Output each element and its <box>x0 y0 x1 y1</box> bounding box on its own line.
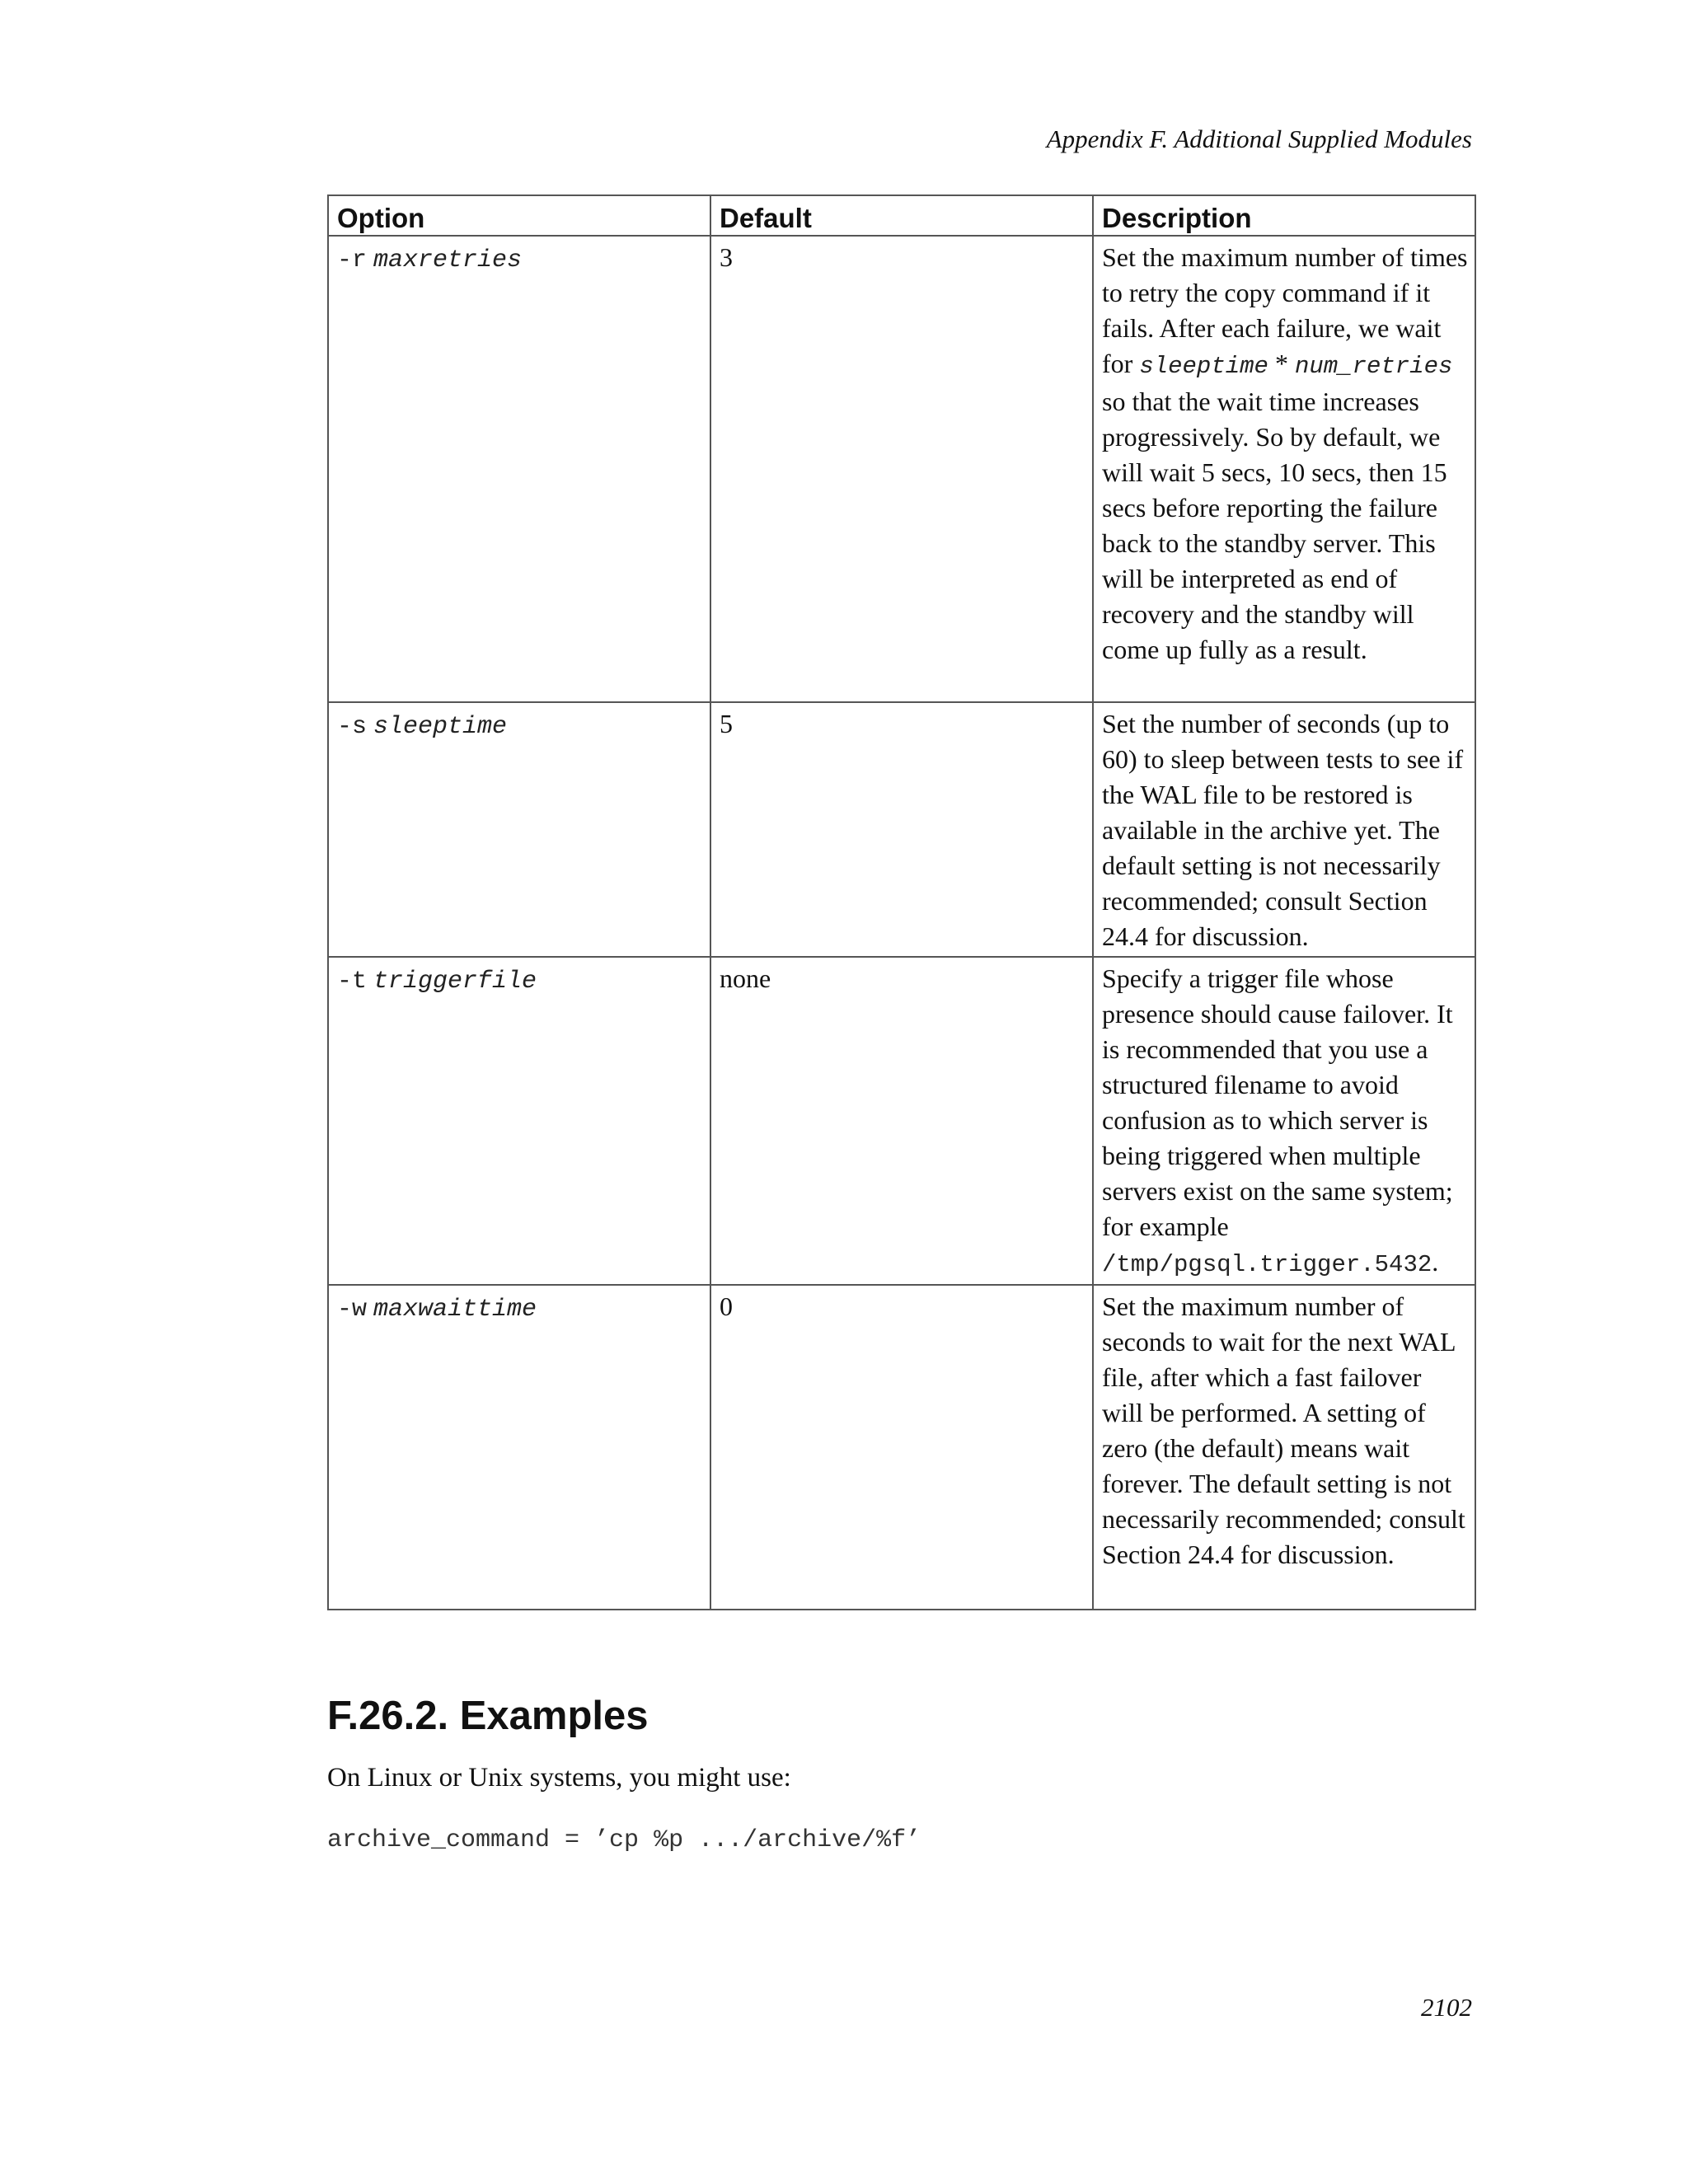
description-text: Set the maximum number of times to retry the copy command if it fails. After each failure, we wait for <box>1102 242 1468 378</box>
option-cell <box>328 702 710 957</box>
table-row <box>328 957 1475 1285</box>
table-row <box>328 236 1475 702</box>
option-argument: maxwaittime <box>373 1296 537 1324</box>
description-text: * <box>1274 349 1288 378</box>
option-flag: -t <box>337 968 368 996</box>
code-example: archive_command = ’cp %p .../archive/%f’ <box>327 1826 921 1854</box>
option-argument: triggerfile <box>373 968 537 996</box>
description-code: /tmp/pgsql.trigger.5432 <box>1102 1251 1432 1278</box>
description-text: . <box>1432 1247 1439 1277</box>
description-code: sleeptime <box>1139 353 1268 380</box>
description-text: Specify a trigger file whose presence should cause failover. It is recommended that you use a structured filename to avoid confusion as to which server is being triggered when multiple servers exist on the same system; for example <box>1102 963 1453 1241</box>
table-row <box>328 702 1475 957</box>
description-text: so that the wait time increases progressively. So by default, we will wait 5 secs, 10 secs, then 15 secs before reporting the failure back to the standby server. This will be interpreted as end of recovery and the standby will come up fully as a result. <box>1102 387 1447 664</box>
page-number: 2102 <box>1421 1993 1472 2022</box>
option-cell <box>328 236 710 702</box>
default-cell: 3 <box>710 236 1093 702</box>
table-header-row <box>328 195 1475 236</box>
default-cell: 0 <box>710 1285 1093 1610</box>
column-header-option: Option <box>328 195 710 236</box>
section-intro: On Linux or Unix systems, you might use: <box>327 1763 791 1793</box>
column-header-description: Description <box>1093 195 1475 236</box>
option-flag: -r <box>337 246 368 274</box>
description-cell: Set the maximum number of seconds to wait for the next WAL file, after which a fast failover will be performed. A setting of zero (the default) means wait forever. The default setting is not necessarily recommended; consult Section 24.4 for discussion. <box>1093 1285 1475 1610</box>
description-cell <box>1093 957 1475 1285</box>
section-title: F.26.2. Examples <box>327 1694 649 1738</box>
description-code: num_retries <box>1294 353 1453 380</box>
options-table <box>327 194 1476 1610</box>
running-header: Appendix F. Additional Supplied Modules <box>1046 124 1472 153</box>
description-cell <box>1093 236 1475 702</box>
description-cell: Set the number of seconds (up to 60) to sleep between tests to see if the WAL file to be restored is available in the archive yet. The default setting is not necessarily recommended; consult Section 24.4 for discussion. <box>1093 702 1475 957</box>
default-cell: none <box>710 957 1093 1285</box>
option-flag: -w <box>337 1296 368 1324</box>
default-cell: 5 <box>710 702 1093 957</box>
table-row <box>328 1285 1475 1610</box>
option-argument: maxretries <box>373 246 523 274</box>
option-cell <box>328 1285 710 1610</box>
column-header-default: Default <box>710 195 1093 236</box>
option-cell <box>328 957 710 1285</box>
option-argument: sleeptime <box>373 713 508 741</box>
option-flag: -s <box>337 713 368 741</box>
